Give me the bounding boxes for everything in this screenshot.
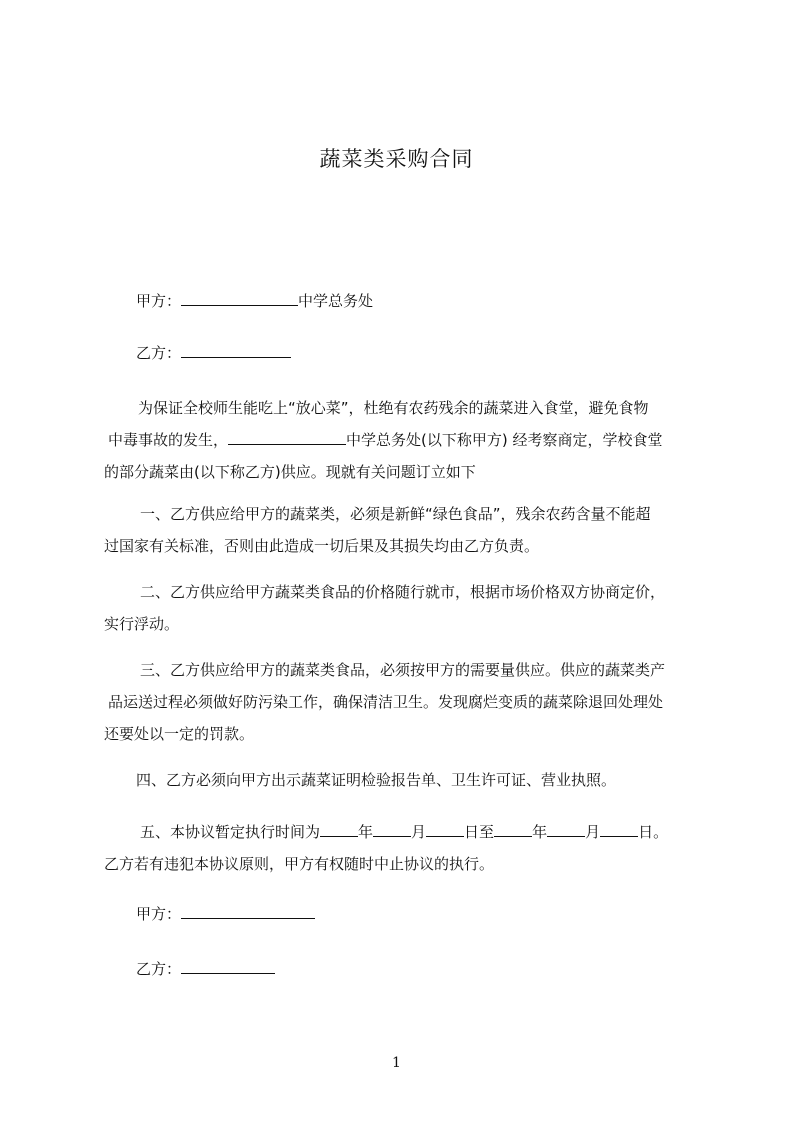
start-year-blank — [320, 819, 358, 837]
start-month-blank — [373, 819, 411, 837]
intro-line-2-prefix: 中毒事故的发生， — [108, 431, 229, 449]
party-b-blank — [181, 340, 291, 358]
end-year-blank — [494, 819, 532, 837]
clause-2 — [104, 576, 696, 640]
signature-a-blank — [181, 901, 315, 919]
clause-1-line-2: 过国家有关标准，否则由此造成一切后果及其损失均由乙方负责。 — [104, 537, 540, 555]
clause-5-month-1: 月 — [411, 823, 427, 841]
page-number: 1 — [392, 1055, 401, 1071]
intro-line-1: 为保证全校师生能吃上“放心菜”，杜绝有农药残余的蔬菜进入食堂，避免食物 — [138, 399, 649, 417]
party-b-label: 乙方： — [136, 344, 182, 362]
clause-5-year-2: 年 — [532, 823, 548, 841]
clause-5-year-1: 年 — [358, 823, 374, 841]
intro-line-2-suffix: 中学总务处(以下称甲方) 经考察商定，学校食堂 — [346, 431, 663, 449]
end-month-blank — [547, 819, 585, 837]
clause-5-month-2: 月 — [585, 823, 601, 841]
signature-b-label: 乙方： — [136, 960, 182, 978]
signature-b-blank — [181, 956, 275, 974]
intro-blank — [228, 427, 346, 445]
signature-a-line — [136, 898, 315, 930]
intro-paragraph — [104, 392, 696, 488]
party-a-suffix: 中学总务处 — [298, 292, 374, 310]
clause-5-line-2: 乙方若有违犯本协议原则，甲方有权随时中止协议的执行。 — [104, 855, 495, 873]
end-day-blank — [600, 819, 638, 837]
clause-1 — [104, 498, 696, 562]
clause-4-line-1: 四、乙方必须向甲方出示蔬菜证明检验报告单、卫生许可证、营业执照。 — [136, 771, 617, 789]
signature-a-label: 甲方： — [136, 905, 182, 923]
intro-line-3: 的部分蔬菜由(以下称乙方)供应。现就有关问题订立如下 — [104, 463, 476, 481]
party-a-label: 甲方： — [136, 292, 182, 310]
party-a-blank — [181, 288, 298, 306]
clause-4 — [104, 764, 696, 796]
clause-5-day-end: 日。 — [638, 823, 669, 841]
clause-3-line-1: 三、乙方供应给甲方的蔬菜类食品，必须按甲方的需要量供应。供应的蔬菜类产 — [140, 661, 666, 679]
clause-5-line-1 — [104, 816, 696, 848]
signature-b-line — [136, 953, 275, 985]
clause-1-line-1: 一、乙方供应给甲方的蔬菜类，必须是新鲜“绿色食品”，残余农药含量不能超 — [140, 505, 651, 523]
clause-5-prefix: 五、本协议暂定执行时间为 — [140, 823, 321, 841]
party-b-line — [136, 337, 291, 369]
clause-3-line-3: 还要处以一定的罚款。 — [104, 725, 255, 743]
clause-5 — [104, 816, 696, 880]
party-a-line — [136, 285, 373, 317]
clause-3 — [104, 654, 696, 750]
document-title: 蔬菜类采购合同 — [319, 147, 474, 171]
intro-line-2 — [104, 424, 696, 456]
start-day-blank — [426, 819, 464, 837]
clause-5-day-to: 日至 — [464, 823, 495, 841]
clause-3-line-2: 品运送过程必须做好防污染工作，确保清洁卫生。发现腐烂变质的蔬菜除退回处理处 — [108, 693, 664, 711]
clause-2-line-1: 二、乙方供应给甲方蔬菜类食品的价格随行就市，根据市场价格双方协商定价， — [140, 583, 666, 601]
clause-2-line-2: 实行浮动。 — [104, 615, 180, 633]
